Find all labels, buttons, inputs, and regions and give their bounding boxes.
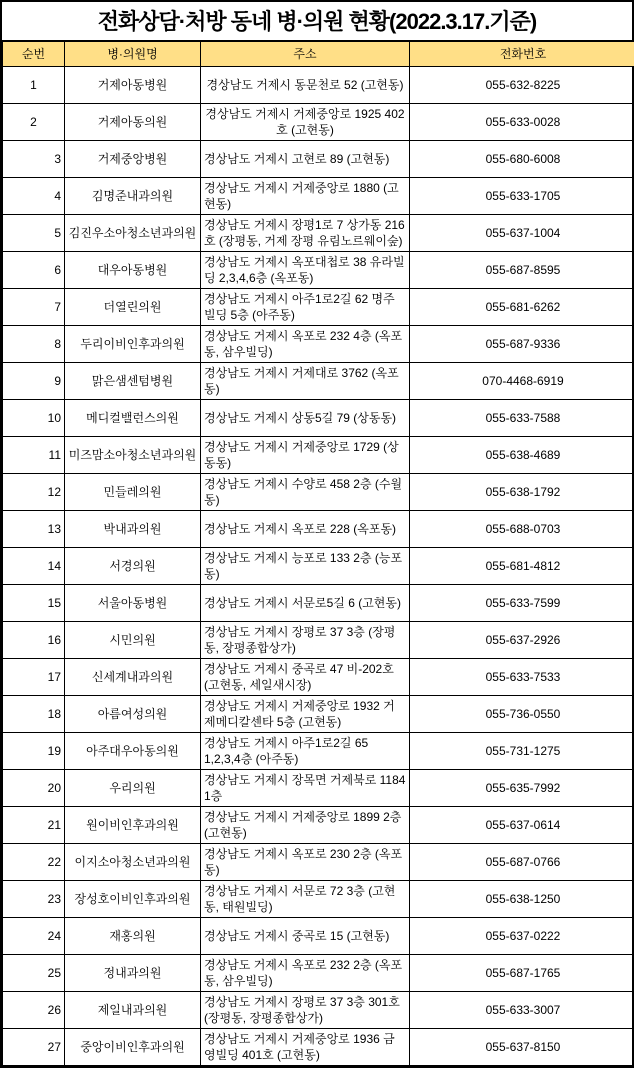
address-cell: 경상남도 거제시 능포로 133 2층 (능포동) [201, 548, 410, 585]
clinic-name-cell: 아름여성의원 [65, 696, 201, 733]
address-cell: 경상남도 거제시 거제중앙로 1932 거제메디칼센타 5층 (고현동) [201, 696, 410, 733]
table-row [3, 585, 634, 622]
phone-cell: 055-731-1275 [410, 733, 634, 770]
table-row [3, 252, 634, 289]
table-row [3, 1029, 634, 1066]
table-row [3, 622, 634, 659]
clinic-name-cell: 재홍의원 [65, 918, 201, 955]
clinic-name-cell: 우리의원 [65, 770, 201, 807]
phone-cell: 055-633-7533 [410, 659, 634, 696]
row-number-cell: 2 [3, 104, 65, 141]
clinic-name-cell: 메디컬밸런스의원 [65, 400, 201, 437]
address-cell: 경상남도 거제시 상동5길 79 (상동동) [201, 400, 410, 437]
page-title: 전화상담·처방 동네 병·의원 현황(2022.3.17.기준) [2, 2, 632, 41]
row-number-cell: 14 [3, 548, 65, 585]
row-number-cell: 25 [3, 955, 65, 992]
phone-cell: 055-633-7599 [410, 585, 634, 622]
table-row [3, 659, 634, 696]
table-row [3, 104, 634, 141]
phone-cell: 055-681-6262 [410, 289, 634, 326]
address-cell: 경상남도 거제시 중곡로 15 (고현동) [201, 918, 410, 955]
row-number-cell: 16 [3, 622, 65, 659]
clinic-name-cell: 제일내과의원 [65, 992, 201, 1029]
table-row [3, 215, 634, 252]
phone-cell: 055-637-1004 [410, 215, 634, 252]
address-cell: 경상남도 거제시 옥포로 230 2층 (옥포동) [201, 844, 410, 881]
table-row [3, 437, 634, 474]
clinic-name-cell: 맑은샘센텀병원 [65, 363, 201, 400]
phone-cell: 055-680-6008 [410, 141, 634, 178]
phone-cell: 055-687-1765 [410, 955, 634, 992]
clinic-name-cell: 중앙이비인후과의원 [65, 1029, 201, 1066]
phone-cell: 055-687-0766 [410, 844, 634, 881]
table-row [3, 807, 634, 844]
table-row [3, 733, 634, 770]
address-cell: 경상남도 거제시 중곡로 47 비-202호 (고현동, 세일새시장) [201, 659, 410, 696]
row-number-cell: 12 [3, 474, 65, 511]
phone-cell: 055-687-9336 [410, 326, 634, 363]
row-number-cell: 20 [3, 770, 65, 807]
address-cell: 경상남도 거제시 옥포로 232 2층 (옥포동, 삼우빌딩) [201, 955, 410, 992]
address-cell: 경상남도 거제시 장평1로 7 상가동 216호 (장평동, 거제 장평 유림노르웨이숲) [201, 215, 410, 252]
phone-cell: 055-688-0703 [410, 511, 634, 548]
col-header-name: 병·의원명 [65, 42, 201, 67]
row-number-cell: 11 [3, 437, 65, 474]
row-number-cell: 1 [3, 67, 65, 104]
row-number-cell: 13 [3, 511, 65, 548]
clinic-name-cell: 박내과의원 [65, 511, 201, 548]
phone-cell: 055-632-8225 [410, 67, 634, 104]
phone-cell: 055-637-2926 [410, 622, 634, 659]
phone-cell: 070-4468-6919 [410, 363, 634, 400]
clinic-name-cell: 대우아동병원 [65, 252, 201, 289]
table-row [3, 844, 634, 881]
phone-cell: 055-681-4812 [410, 548, 634, 585]
header-row [3, 42, 634, 67]
clinic-name-cell: 원이비인후과의원 [65, 807, 201, 844]
address-cell: 경상남도 거제시 옥포로 232 4층 (옥포동, 삼우빌딩) [201, 326, 410, 363]
address-cell: 경상남도 거제시 장평로 37 3층 (장평동, 장평종합상가) [201, 622, 410, 659]
table-row [3, 770, 634, 807]
col-header-no: 순번 [3, 42, 65, 67]
row-number-cell: 9 [3, 363, 65, 400]
table-row [3, 289, 634, 326]
clinic-name-cell: 거제아동의원 [65, 104, 201, 141]
address-cell: 경상남도 거제시 거제중앙로 1880 (고현동) [201, 178, 410, 215]
address-cell: 경상남도 거제시 동문천로 52 (고현동) [201, 67, 410, 104]
row-number-cell: 6 [3, 252, 65, 289]
row-number-cell: 23 [3, 881, 65, 918]
table-row [3, 511, 634, 548]
row-number-cell: 21 [3, 807, 65, 844]
address-cell: 경상남도 거제시 거제중앙로 1899 2층 (고현동) [201, 807, 410, 844]
phone-cell: 055-638-4689 [410, 437, 634, 474]
row-number-cell: 27 [3, 1029, 65, 1066]
clinic-name-cell: 김명준내과의원 [65, 178, 201, 215]
row-number-cell: 19 [3, 733, 65, 770]
clinic-name-cell: 서경의원 [65, 548, 201, 585]
table-row [3, 178, 634, 215]
row-number-cell: 8 [3, 326, 65, 363]
address-cell: 경상남도 거제시 수양로 458 2층 (수월동) [201, 474, 410, 511]
table-row [3, 955, 634, 992]
phone-cell: 055-637-0222 [410, 918, 634, 955]
clinic-name-cell: 시민의원 [65, 622, 201, 659]
table-row [3, 326, 634, 363]
row-number-cell: 22 [3, 844, 65, 881]
clinic-name-cell: 더열린의원 [65, 289, 201, 326]
row-number-cell: 5 [3, 215, 65, 252]
table-row [3, 141, 634, 178]
phone-cell: 055-633-7588 [410, 400, 634, 437]
phone-cell: 055-633-3007 [410, 992, 634, 1029]
clinic-table [2, 41, 634, 1066]
table-row [3, 992, 634, 1029]
table-row [3, 474, 634, 511]
clinic-name-cell: 서울아동병원 [65, 585, 201, 622]
phone-cell: 055-637-0614 [410, 807, 634, 844]
clinic-name-cell: 정내과의원 [65, 955, 201, 992]
phone-cell: 055-633-1705 [410, 178, 634, 215]
table-row [3, 363, 634, 400]
address-cell: 경상남도 거제시 서문로5길 6 (고현동) [201, 585, 410, 622]
clinic-name-cell: 거제아동병원 [65, 67, 201, 104]
address-cell: 경상남도 거제시 거제중앙로 1925 402호 (고현동) [201, 104, 410, 141]
row-number-cell: 26 [3, 992, 65, 1029]
address-cell: 경상남도 거제시 아주1로2길 65 1,2,3,4층 (아주동) [201, 733, 410, 770]
address-cell: 경상남도 거제시 거제대로 3762 (옥포동) [201, 363, 410, 400]
table-row [3, 918, 634, 955]
phone-cell: 055-635-7992 [410, 770, 634, 807]
address-cell: 경상남도 거제시 아주1로2길 62 명주빌딩 5층 (아주동) [201, 289, 410, 326]
row-number-cell: 3 [3, 141, 65, 178]
clinic-name-cell: 두리이비인후과의원 [65, 326, 201, 363]
phone-cell: 055-638-1250 [410, 881, 634, 918]
col-header-phone: 전화번호 [410, 42, 634, 67]
table-row [3, 67, 634, 104]
address-cell: 경상남도 거제시 장평로 37 3층 301호 (장평동, 장평종합상가) [201, 992, 410, 1029]
clinic-name-cell: 이지소아청소년과의원 [65, 844, 201, 881]
phone-cell: 055-633-0028 [410, 104, 634, 141]
col-header-address: 주소 [201, 42, 410, 67]
clinic-name-cell: 미즈맘소아청소년과의원 [65, 437, 201, 474]
phone-cell: 055-687-8595 [410, 252, 634, 289]
table-row [3, 881, 634, 918]
clinic-name-cell: 김진우소아청소년과의원 [65, 215, 201, 252]
clinic-name-cell: 거제중앙병원 [65, 141, 201, 178]
address-cell: 경상남도 거제시 장목면 거제북로 1184 1층 [201, 770, 410, 807]
row-number-cell: 4 [3, 178, 65, 215]
clinic-name-cell: 신세계내과의원 [65, 659, 201, 696]
clinic-name-cell: 장성호이비인후과의원 [65, 881, 201, 918]
row-number-cell: 18 [3, 696, 65, 733]
table-row [3, 696, 634, 733]
address-cell: 경상남도 거제시 거제중앙로 1936 금영빌딩 401호 (고현동) [201, 1029, 410, 1066]
phone-cell: 055-736-0550 [410, 696, 634, 733]
row-number-cell: 7 [3, 289, 65, 326]
address-cell: 경상남도 거제시 거제중앙로 1729 (상동동) [201, 437, 410, 474]
clinic-name-cell: 아주대우아동의원 [65, 733, 201, 770]
row-number-cell: 17 [3, 659, 65, 696]
row-number-cell: 10 [3, 400, 65, 437]
table-header [3, 42, 634, 67]
clinic-name-cell: 민들레의원 [65, 474, 201, 511]
row-number-cell: 15 [3, 585, 65, 622]
address-cell: 경상남도 거제시 옥포대첩로 38 유라빌딩 2,3,4,6층 (옥포동) [201, 252, 410, 289]
row-number-cell: 24 [3, 918, 65, 955]
table-row [3, 548, 634, 585]
address-cell: 경상남도 거제시 고현로 89 (고현동) [201, 141, 410, 178]
phone-cell: 055-638-1792 [410, 474, 634, 511]
phone-cell: 055-637-8150 [410, 1029, 634, 1066]
table-row [3, 400, 634, 437]
address-cell: 경상남도 거제시 서문로 72 3층 (고현동, 태원빌딩) [201, 881, 410, 918]
address-cell: 경상남도 거제시 옥포로 228 (옥포동) [201, 511, 410, 548]
table-body [3, 67, 634, 1066]
